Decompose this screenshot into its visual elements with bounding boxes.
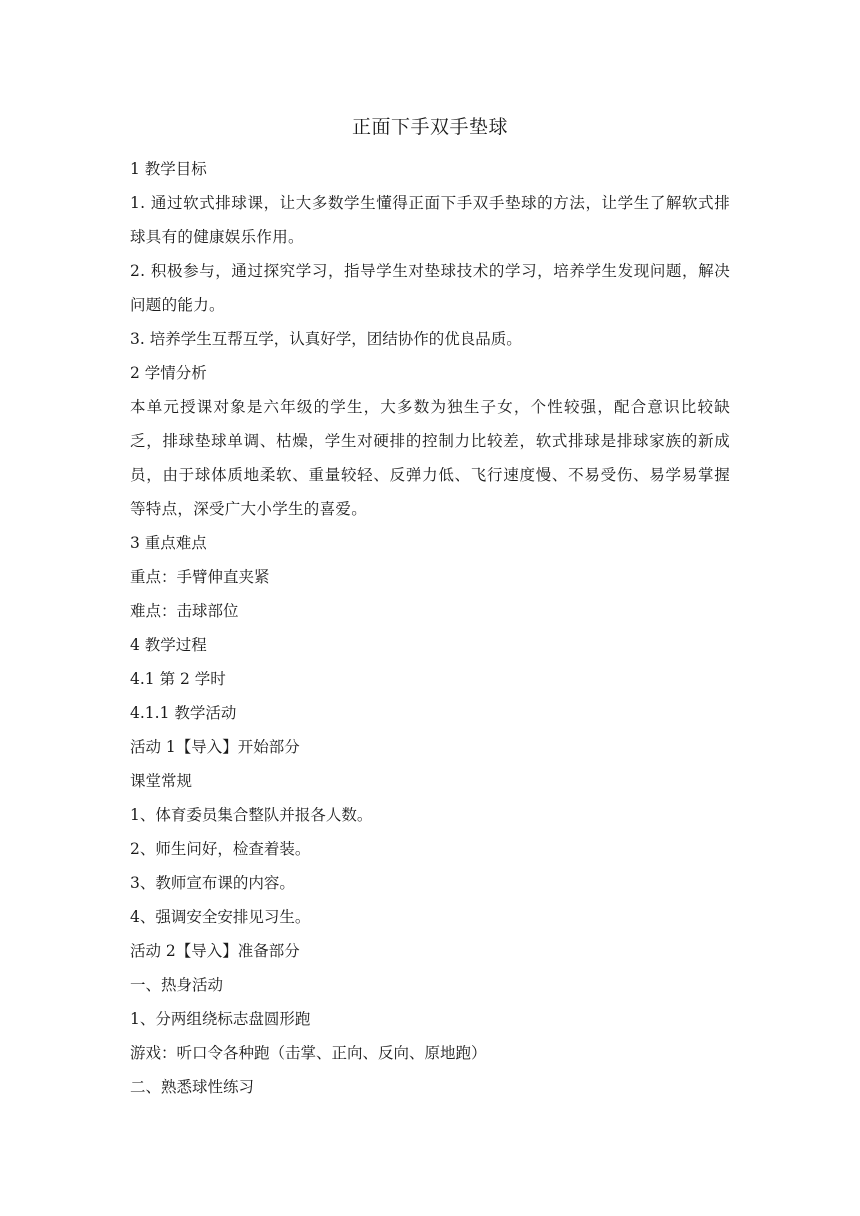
- analysis-paragraph: 本单元授课对象是六年级的学生，大多数为独生子女，个性较强，配合意识比较缺乏，排球垫球单调、枯燥，学生对硬排的控制力比较差，软式排球是排球家族的新成员，由于球体质地柔软、重量较轻、反弹力低、飞行速度慢、不易受伤、易学易掌握等特点，深受广大小学生的喜爱。: [130, 398, 730, 518]
- document-title: 正面下手双手垫球: [351, 116, 508, 138]
- warmup-heading: 一、热身活动: [130, 976, 224, 994]
- difficulty-text: 难点：击球部位: [130, 602, 239, 620]
- lesson-heading: 4.1 第 2 学时: [130, 670, 226, 688]
- ball-practice-heading: 二、熟悉球性练习: [130, 1078, 255, 1096]
- activity-1-heading: 活动 1【导入】开始部分: [130, 738, 300, 756]
- routine-heading: 课堂常规: [130, 772, 193, 790]
- routine-item-2: 2、师生问好，检查着装。: [130, 840, 311, 858]
- game-text: 游戏：听口令各种跑（击掌、正向、反向、原地跑）: [130, 1044, 487, 1062]
- key-point-text: 重点：手臂伸直夹紧: [130, 568, 270, 586]
- section-heading-key-points: 3 重点难点: [130, 534, 207, 552]
- warmup-item-1: 1、分两组绕标志盘圆形跑: [130, 1010, 311, 1028]
- document-page: [130, 112, 730, 1104]
- goal-paragraph-3: 3. 培养学生互帮互学，认真好学，团结协作的优良品质。: [130, 330, 522, 348]
- section-heading-analysis: 2 学情分析: [130, 364, 207, 382]
- goal-paragraph-2: 2. 积极参与，通过探究学习，指导学生对垫球技术的学习，培养学生发现问题，解决问题的能力。: [130, 262, 730, 314]
- section-heading-goals: 1 教学目标: [130, 160, 207, 178]
- activities-heading: 4.1.1 教学活动: [130, 704, 237, 722]
- goal-paragraph-1: 1. 通过软式排球课，让大多数学生懂得正面下手双手垫球的方法，让学生了解软式排球具有的健康娱乐作用。: [130, 194, 730, 246]
- routine-item-3: 3、教师宣布课的内容。: [130, 874, 295, 892]
- activity-2-heading: 活动 2【导入】准备部分: [130, 942, 300, 960]
- routine-item-4: 4、强调安全安排见习生。: [130, 908, 311, 926]
- section-heading-process: 4 教学过程: [130, 636, 207, 654]
- routine-item-1: 1、体育委员集合整队并报各人数。: [130, 806, 373, 824]
